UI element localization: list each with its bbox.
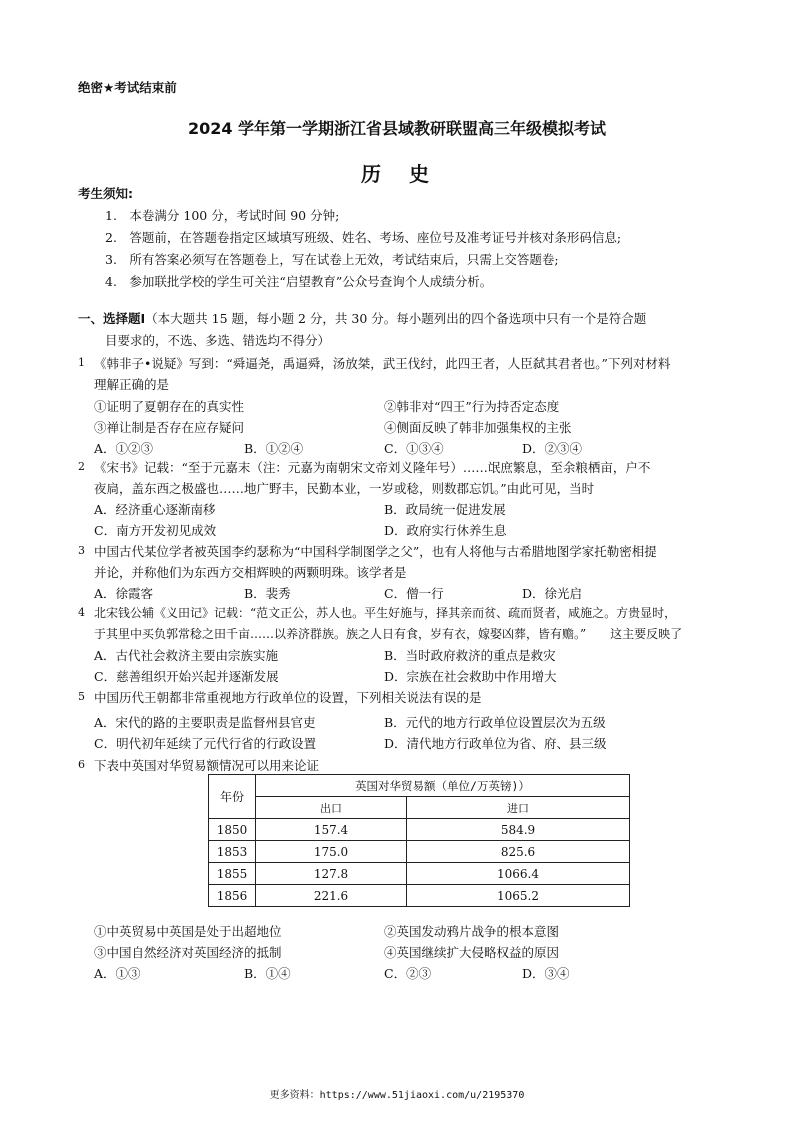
section-desc-line2: 目要求的，不选、多选、错选均不得分） bbox=[105, 333, 331, 348]
group-header: 英国对华贸易额（单位/万英镑)） bbox=[256, 775, 630, 797]
option-d[interactable]: D．清代地方行政单位为省、府、县三级 bbox=[384, 736, 607, 751]
year-cell: 1853 bbox=[209, 841, 256, 863]
year-cell: 1856 bbox=[209, 885, 256, 907]
table-row bbox=[209, 841, 630, 863]
statement: ④侧面反映了韩非加强集权的主张 bbox=[384, 420, 572, 435]
option-b[interactable]: B．政局统一促进发展 bbox=[384, 502, 506, 517]
statement: ④英国继续扩大侵略权益的原因 bbox=[384, 945, 560, 960]
option-b[interactable]: B．元代的地方行政单位设置层次为五级 bbox=[384, 715, 606, 730]
import-cell: 584.9 bbox=[407, 819, 630, 841]
export-header: 出口 bbox=[256, 797, 407, 819]
option-a[interactable]: A．①③ bbox=[94, 966, 141, 981]
option-d[interactable]: D．徐光启 bbox=[522, 586, 583, 601]
year-cell: 1850 bbox=[209, 819, 256, 841]
option-b[interactable]: B．裴秀 bbox=[244, 586, 291, 601]
option-d[interactable]: D．政府实行休养生息 bbox=[384, 523, 507, 538]
option-c[interactable]: C．①③④ bbox=[384, 441, 444, 456]
option-c[interactable]: C．明代初年延续了元代行省的行政设置 bbox=[94, 736, 317, 751]
option-a[interactable]: A．①②③ bbox=[94, 441, 154, 456]
statement: ③中国自然经济对英国经济的抵制 bbox=[94, 945, 282, 960]
statement: ②英国发动鸦片战争的根本意图 bbox=[384, 924, 560, 939]
option-c[interactable]: C．②③ bbox=[384, 966, 432, 981]
import-cell: 825.6 bbox=[407, 841, 630, 863]
export-cell: 157.4 bbox=[256, 819, 407, 841]
question-number: 3 bbox=[78, 544, 85, 557]
import-cell: 1065.2 bbox=[407, 885, 630, 907]
exam-title: 2024 学年第一学期浙江省县域教研联盟高三年级模拟考试 bbox=[187, 119, 607, 138]
statement: ①证明了夏朝存在的真实性 bbox=[94, 399, 245, 414]
option-a[interactable]: A．宋代的路的主要职责是监督州县官吏 bbox=[94, 715, 316, 730]
option-d[interactable]: D．②③④ bbox=[522, 441, 583, 456]
question-stem: 《韩非子•说疑》写到：“舜逼尧，禹逼舜，汤放桀，武王伐纣，此四王者，人臣弑其君者也。”下列对材料 bbox=[94, 356, 671, 371]
option-b[interactable]: B．①④ bbox=[244, 966, 291, 981]
option-d[interactable]: D．③④ bbox=[522, 966, 570, 981]
question-number: 4 bbox=[78, 606, 85, 619]
import-cell: 1066.4 bbox=[407, 863, 630, 885]
secrecy-label: 绝密★考试结束前 bbox=[78, 80, 177, 95]
option-b[interactable]: B．当时政府救济的重点是救灾 bbox=[384, 648, 556, 663]
notice-item: 1. 本卷满分 100 分，考试时间 90 分钟; bbox=[105, 208, 340, 223]
section-desc: （本大题共 15 题，每小题 2 分，共 30 分。每小题列出的四个备选项中只有一个是符合题 bbox=[145, 311, 647, 326]
trade-table bbox=[208, 774, 630, 907]
question-stem: 中国历代王朝都非常重视地方行政单位的设置，下列相关说法有误的是 bbox=[94, 690, 482, 705]
option-a[interactable]: A．古代社会救济主要由宗族实施 bbox=[94, 648, 279, 663]
statement: ③禅让制是否存在应存疑问 bbox=[94, 420, 245, 435]
export-cell: 221.6 bbox=[256, 885, 407, 907]
question-stem: 于其里中买负郭常稔之田千亩……以养济群族。族之人日有食，岁有衣，嫁娶凶葬，皆有赡。” 这主要反映了 bbox=[94, 627, 683, 641]
question-stem: 并论，并称他们为东西方交相辉映的两颗明珠。该学者是 bbox=[94, 565, 407, 580]
import-header: 进口 bbox=[407, 797, 630, 819]
notice-item: 4. 参加联批学校的学生可关注“启望教育”公众号查询个人成绩分析。 bbox=[105, 274, 493, 289]
option-c[interactable]: C．慈善组织开始兴起并逐渐发展 bbox=[94, 669, 279, 684]
table-row bbox=[209, 819, 630, 841]
table-row bbox=[209, 863, 630, 885]
notice-item: 2. 答题前，在答题卷指定区域填写班级、姓名、考场、座位号及准考证号并核对条形码信息; bbox=[105, 230, 622, 245]
year-header: 年份 bbox=[209, 775, 256, 819]
option-d[interactable]: D．宗族在社会救助中作用增大 bbox=[384, 669, 557, 684]
notice-item: 3. 所有答案必须写在答题卷上，写在试卷上无效，考试结束后，只需上交答题卷; bbox=[105, 252, 559, 267]
question-stem: 北宋钱公辅《义田记》记载：“范文正公，苏人也。平生好施与，择其亲而贫、疏而贤者，咸施之。方贵显时， bbox=[94, 606, 677, 620]
question-stem: 理解正确的是 bbox=[94, 377, 170, 392]
question-stem: 中国古代某位学者被英国李约瑟称为“中国科学制图学之父”，也有人将他与古希腊地图学家托勒密相提 bbox=[94, 544, 657, 559]
option-c[interactable]: C．南方开发初见成效 bbox=[94, 523, 217, 538]
table-subheader-row bbox=[209, 797, 630, 819]
question-number: 1 bbox=[78, 356, 85, 369]
section-heading bbox=[78, 309, 646, 327]
year-cell: 1855 bbox=[209, 863, 256, 885]
export-cell: 175.0 bbox=[256, 841, 407, 863]
option-a[interactable]: A．徐霞客 bbox=[94, 586, 154, 601]
question-number: 2 bbox=[78, 460, 85, 473]
export-cell: 127.8 bbox=[256, 863, 407, 885]
option-a[interactable]: A．经济重心逐渐南移 bbox=[94, 502, 216, 517]
statement: ①中英贸易中英国是处于出超地位 bbox=[94, 924, 282, 939]
question-stem: 《宋书》记载：“至于元嘉末（注：元嘉为南朝宋文帝刘义隆年号）……氓庶繁息，至余粮栖亩，户不 bbox=[94, 460, 651, 475]
statement: ②韩非对“四王”行为持否定态度 bbox=[384, 399, 560, 414]
subject-title: 历 史 bbox=[361, 162, 433, 186]
question-stem: 夜扃，盖东西之极盛也……地广野丰，民勤本业，一岁或稔，则数郡忘饥。”由此可见，当时 bbox=[94, 481, 595, 496]
table-header-row bbox=[209, 775, 630, 797]
question-number: 6 bbox=[78, 758, 85, 771]
option-b[interactable]: B．①②④ bbox=[244, 441, 304, 456]
section-title: 一、选择题Ⅰ bbox=[78, 311, 146, 326]
question-stem: 下表中英国对华贸易额情况可以用来论证 bbox=[94, 758, 320, 773]
option-c[interactable]: C．僧一行 bbox=[384, 586, 444, 601]
footer-link[interactable]: 更多资料：https://www.51jiaoxi.com/u/2195370 bbox=[269, 1090, 525, 1101]
table-row bbox=[209, 885, 630, 907]
question-number: 5 bbox=[78, 690, 85, 703]
notice-heading: 考生须知: bbox=[78, 186, 133, 201]
